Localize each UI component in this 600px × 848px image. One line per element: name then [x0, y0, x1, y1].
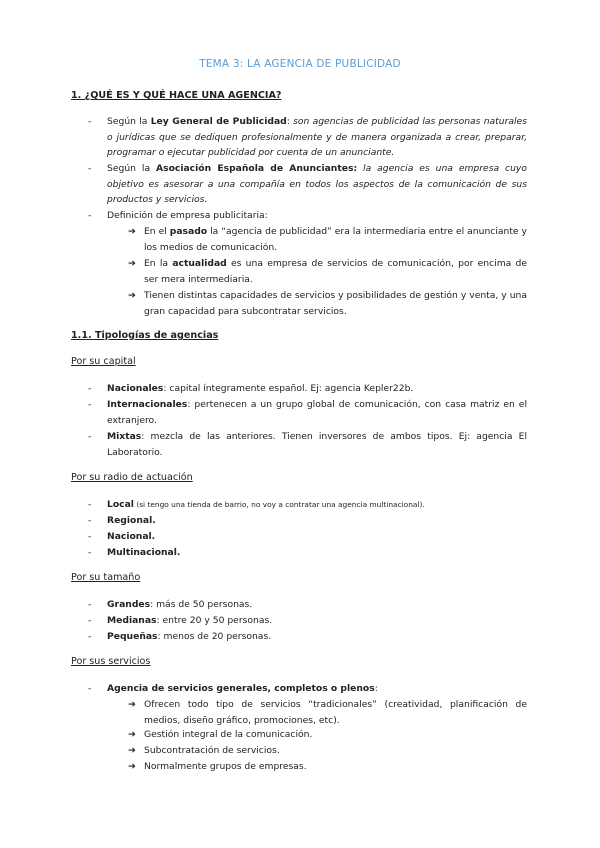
arrow-icon: ➔	[128, 729, 136, 740]
sub-bullet-grupos: Normalmente grupos de empresas.	[144, 761, 307, 772]
bullet-mixtas: Mixtas: mezcla de las anteriores. Tienen inversores de ambos tipos. Ej: agencia El Laboratorio.	[107, 431, 527, 458]
bullet-local: Local (si tengo una tienda de barrio, no voy a contratar una agencia multinacional).	[107, 499, 425, 510]
category-heading-capital: Por su capital	[71, 356, 136, 367]
bullet-dash: -	[88, 599, 92, 610]
bullet-multinacional: Multinacional.	[107, 547, 181, 558]
bullet-dash: -	[88, 163, 92, 174]
arrow-icon: ➔	[128, 761, 136, 772]
bullet-regional: Regional.	[107, 515, 156, 526]
bullet-internacionales: Internacionales: pertenecen a un grupo global de comunicación, con casa matriz en el extranjero.	[107, 399, 527, 426]
arrow-icon: ➔	[128, 699, 136, 710]
arrow-icon: ➔	[128, 258, 136, 269]
bullet-grandes: Grandes: más de 50 personas.	[107, 599, 253, 610]
sub-bullet-subcontratacion: Subcontratación de servicios.	[144, 745, 280, 756]
bullet-dash: -	[88, 683, 92, 694]
bullet-dash: -	[88, 116, 92, 127]
section-heading: 1. ¿QUÉ ES Y QUÉ HACE UNA AGENCIA?	[71, 90, 282, 101]
sub-bullet-tradicionales: Ofrecen todo tipo de servicios “tradicionales” (creatividad, planificación de medios, diseño gráfico, promociones, etc).	[144, 699, 527, 726]
category-heading-radio: Por su radio de actuación	[71, 472, 193, 483]
bullet-definicion: Definición de empresa publicitaria:	[107, 210, 268, 221]
bullet-dash: -	[88, 210, 92, 221]
bullet-dash: -	[88, 515, 92, 526]
arrow-icon: ➔	[128, 290, 136, 301]
bullet-dash: -	[88, 383, 92, 394]
bullet-dash: -	[88, 547, 92, 558]
bullet-dash: -	[88, 631, 92, 642]
bullet-dash: -	[88, 531, 92, 542]
sub-bullet-actualidad: En la actualidad es una empresa de servicios de comunicación, por encima de ser mera intermediaria.	[144, 258, 528, 285]
arrow-icon: ➔	[128, 226, 136, 237]
bullet-nacionales: Nacionales: capital íntegramente español. Ej: agencia Kepler22b.	[107, 383, 414, 394]
document-title: TEMA 3: LA AGENCIA DE PUBLICIDAD	[199, 58, 401, 70]
bullet-medianas: Medianas: entre 20 y 50 personas.	[107, 615, 273, 626]
bullet-nacional: Nacional.	[107, 531, 156, 542]
bullet-dash: -	[88, 399, 92, 410]
sub-bullet-capacidades: Tienen distintas capacidades de servicios y posibilidades de gestión y venta, y una gran capacidad para subcontratar servicios.	[144, 290, 527, 317]
bullet-pequenas: Pequeñas: menos de 20 personas.	[107, 631, 272, 642]
category-heading-tamano: Por su tamaño	[71, 572, 141, 583]
bullet-servicios-generales: Agencia de servicios generales, completos o plenos:	[107, 683, 378, 694]
bullet-dash: -	[88, 431, 92, 442]
sub-bullet-pasado: En el pasado la “agencia de publicidad” era la intermediaria entre el anunciante y los medios de comunicación.	[144, 226, 527, 253]
bullet-ley-general: Según la Ley General de Publicidad: son agencias de publicidad las personas naturales o jurídicas que se dediquen profesionalmente y de manera organizada a crear, preparar, programar o ejecutar publicidad por cuenta de un anunciante.	[107, 116, 527, 158]
bullet-dash: -	[88, 499, 92, 510]
bullet-asociacion: Según la Asociación Española de Anunciantes: la agencia es una empresa cuyo objetivo es asesorar a una compañía en todos los aspectos de la comunicación de sus productos y servicios.	[107, 163, 527, 205]
sub-bullet-gestion: Gestión integral de la comunicación.	[144, 729, 313, 740]
subsection-heading: 1.1. Tipologías de agencias	[71, 330, 219, 341]
category-heading-servicios: Por sus servicios	[71, 656, 151, 667]
bullet-dash: -	[88, 615, 92, 626]
arrow-icon: ➔	[128, 745, 136, 756]
